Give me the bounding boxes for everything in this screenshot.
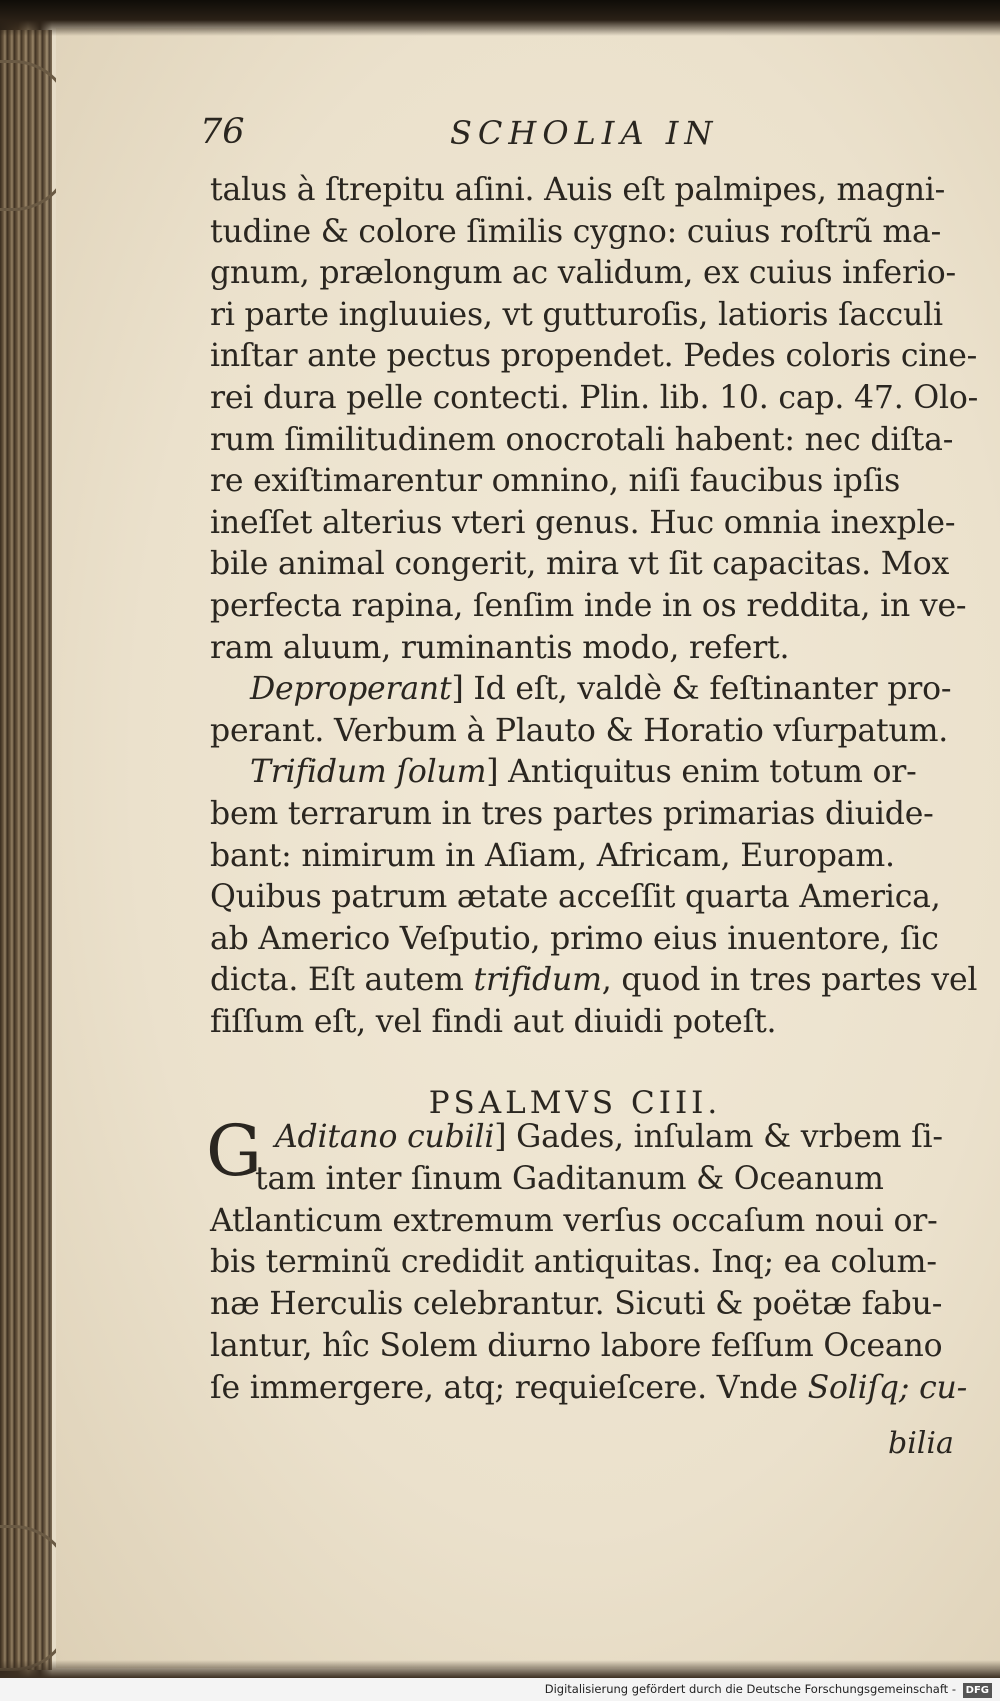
roman-text: perant. Verbum à Plauto & Horatio vſurpatum. [210, 712, 949, 749]
text-line [275, 1119, 943, 1155]
text-line [210, 713, 948, 749]
roman-text: Quibus patrum ætate acceſſit quarta America, [210, 879, 941, 916]
drop-capital: G [206, 1110, 262, 1192]
text-line [210, 1004, 776, 1040]
text-line [210, 297, 943, 333]
roman-text: ] Antiquitus enim totum or- [486, 754, 917, 791]
text-line [210, 1203, 938, 1239]
roman-text: bant: nimirum in Aſiam, Africam, Europam. [210, 837, 895, 874]
text-line [210, 630, 789, 666]
text-line [210, 463, 900, 499]
roman-text: , quod in tres partes vel [601, 962, 978, 999]
roman-text: fiſſum eſt, vel findi aut diuidi poteſt. [210, 1004, 777, 1040]
credit-text: Digitalisierung gefördert durch die Deutsche Forschungsgemeinschaft - [544, 1682, 956, 1696]
roman-text: ab Americo Veſputio, primo eius inuentore, ſic [210, 920, 939, 957]
roman-text: rei dura pelle contecti. Plin. lib. 10. cap. 47. Olo- [210, 380, 979, 416]
text-line [210, 1286, 942, 1322]
roman-text: dicta. Eſt autem [210, 962, 474, 999]
text-line [210, 962, 977, 998]
text-line [210, 588, 966, 624]
dfg-logo: DFG [963, 1683, 992, 1698]
roman-text: tam inter ſinum Gaditanum & Oceanum [255, 1160, 884, 1197]
roman-text: re exiſtimarentur omnino, niſi faucibus ipſis [210, 463, 901, 500]
text-line [255, 1161, 884, 1197]
roman-text: ſe immergere, atq; requieſcere. Vnde [210, 1369, 808, 1406]
roman-text: perfecta rapina, ſenſim inde in os reddita, in ve- [210, 588, 967, 624]
running-head: SCHOLIA IN [450, 114, 719, 152]
roman-text: bem terrarum in tres partes primarias diuide- [210, 796, 934, 832]
text-line [210, 921, 939, 957]
roman-text: bile animal congerit, mira vt ſit capacitas. Mox [210, 546, 950, 583]
roman-text: gnum, prælongum ac validum, ex cuius inferio- [210, 255, 956, 292]
section-heading: PSALMVS CIII. [428, 1085, 722, 1121]
text-line [210, 172, 945, 208]
roman-text: ineſſet alterius vteri genus. Huc omnia inexple- [210, 504, 956, 541]
italic-text: Soliſq; cu- [807, 1369, 968, 1406]
catchword: bilia [888, 1426, 954, 1461]
roman-text: Atlanticum extremum verſus occaſum noui or- [210, 1202, 938, 1239]
italic-text: trifidum [473, 962, 602, 999]
roman-text: talus à ſtrepitu aſini. Auis eſt palmipes, magni- [210, 172, 946, 208]
italic-text: Aditano cubili [275, 1119, 495, 1155]
text-line [250, 754, 917, 790]
page-bottom-shadow [0, 1660, 1000, 1678]
text-line [210, 1370, 967, 1406]
roman-text: ] Gades, inſulam & vrbem ſi- [494, 1119, 943, 1155]
text-line [210, 338, 977, 374]
text-line [210, 1328, 942, 1364]
book-page-edges [0, 30, 52, 1670]
text-line [210, 380, 978, 416]
roman-text: ] Id eſt, valdè & feſtinanter pro- [451, 671, 952, 708]
text-line [210, 879, 941, 915]
text-line [210, 505, 955, 541]
page-number: 76 [200, 112, 245, 152]
text-line [210, 255, 956, 291]
roman-text: næ Herculis celebrantur. Sicuti & poëtæ fabu- [210, 1286, 943, 1323]
roman-text: rum ſimilitudinem onocrotali habent: nec diſta- [210, 421, 954, 458]
roman-text: ram aluum, ruminantis modo, refert. [210, 629, 790, 666]
italic-text: Deproperant [250, 671, 452, 708]
text-line [250, 671, 951, 707]
text-line [210, 546, 949, 582]
text-line [210, 214, 941, 250]
roman-text: tudine & colore ſimilis cygno: cuius roſtrũ ma- [210, 213, 942, 250]
roman-text: bis terminũ credidit antiquitas. Inq; ea colum- [210, 1244, 937, 1281]
italic-text: Trifidum ſolum [250, 754, 487, 791]
digitization-credit [0, 1678, 1000, 1701]
text-line [210, 1244, 937, 1280]
roman-text: ri parte ingluuies, vt gutturoſis, latioris ſacculi [210, 296, 943, 333]
text-line [210, 422, 953, 458]
text-line [210, 796, 934, 832]
roman-text: inſtar ante pectus propendet. Pedes coloris cine- [210, 338, 978, 375]
text-line [210, 838, 895, 874]
top-shadow [0, 0, 1000, 36]
roman-text: lantur, hîc Solem diurno labore feſſum Oceano [210, 1328, 943, 1364]
